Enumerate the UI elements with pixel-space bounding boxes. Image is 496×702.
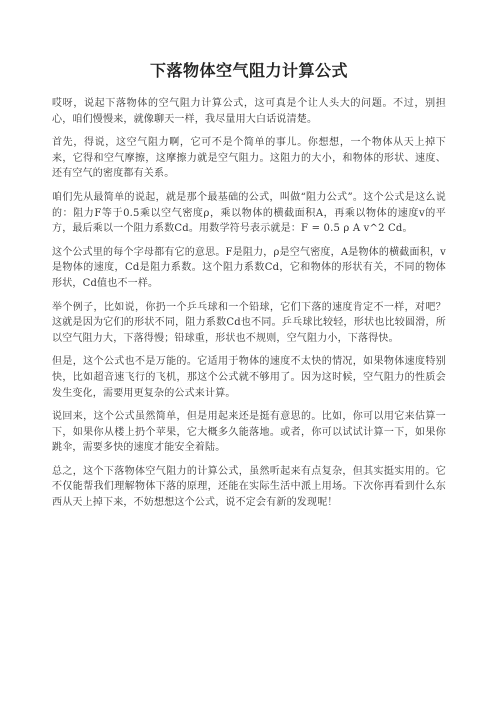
paragraph-definition: 首先，得说，这空气阻力啊，它可不是个简单的事儿。你想想，一个物体从天上掉下来，它得和空气摩擦，这摩擦力就是空气阻力。这阻力的大小，和物体的形状、速度、还有空气的密度都有关系。 bbox=[52, 137, 446, 180]
paragraph-application: 说回来，这个公式虽然简单，但是用起来还是挺有意思的。比如，你可以用它来估算一下，如果你从楼上扔个苹果，它大概多久能落地。或者，你可以试试计算一下，如果你跳伞，需要多快的速度才能安全着陆。 bbox=[52, 411, 446, 454]
document-page bbox=[52, 60, 446, 519]
paragraph-formula: 咱们先从最简单的说起，就是那个最基础的公式，叫做“阻力公式”。这个公式是这么说的：阻力F等于0.5乘以空气密度ρ，乘以物体的横截面积A，再乘以物体的速度v的平方，最后乘以一个阻力系数Cd。用数学符号表示就是：F = 0.5 ρ A v^2 Cd。 bbox=[52, 191, 446, 235]
document-title: 下落物体空气阻力计算公式 bbox=[149, 61, 348, 80]
paragraph-limitations: 但是，这个公式也不是万能的。它适用于物体的速度不太快的情况，如果物体速度特别快，比如超音速飞行的飞机，那这个公式就不够用了。因为这时候，空气阻力的性质会发生变化，需要用更复杂的公式来计算。 bbox=[52, 356, 446, 399]
paragraph-intro: 哎呀，说起下落物体的空气阻力计算公式，这可真是个让人头大的问题。不过，别担心，咱们慢慢来，就像聊天一样，我尽量用大白话说清楚。 bbox=[52, 98, 446, 125]
paragraph-example: 举个例子，比如说，你扔一个乒乓球和一个铅球，它们下落的速度肯定不一样，对吧？这就是因为它们的形状不同，阻力系数Cd也不同。乒乓球比较轻，形状也比较圆滑，所以空气阻力大，下落得慢；铅球重，形状也不规则，空气阻力小，下落得快。 bbox=[52, 301, 446, 344]
paragraph-conclusion: 总之，这个下落物体空气阻力的计算公式，虽然听起来有点复杂，但其实挺实用的。它不仅能帮我们理解物体下落的原理，还能在实际生活中派上用场。下次你再看到什么东西从天上掉下来，不妨想想这个公式，说不定会有新的发现呢！ bbox=[52, 465, 446, 509]
paragraph-variables: 这个公式里的每个字母都有它的意思。F是阻力，ρ是空气密度，A是物体的横截面积，v是物体的速度，Cd是阻力系数。这个阻力系数Cd，它和物体的形状有关，不同的物体形状，Cd值也不一样。 bbox=[52, 246, 446, 289]
